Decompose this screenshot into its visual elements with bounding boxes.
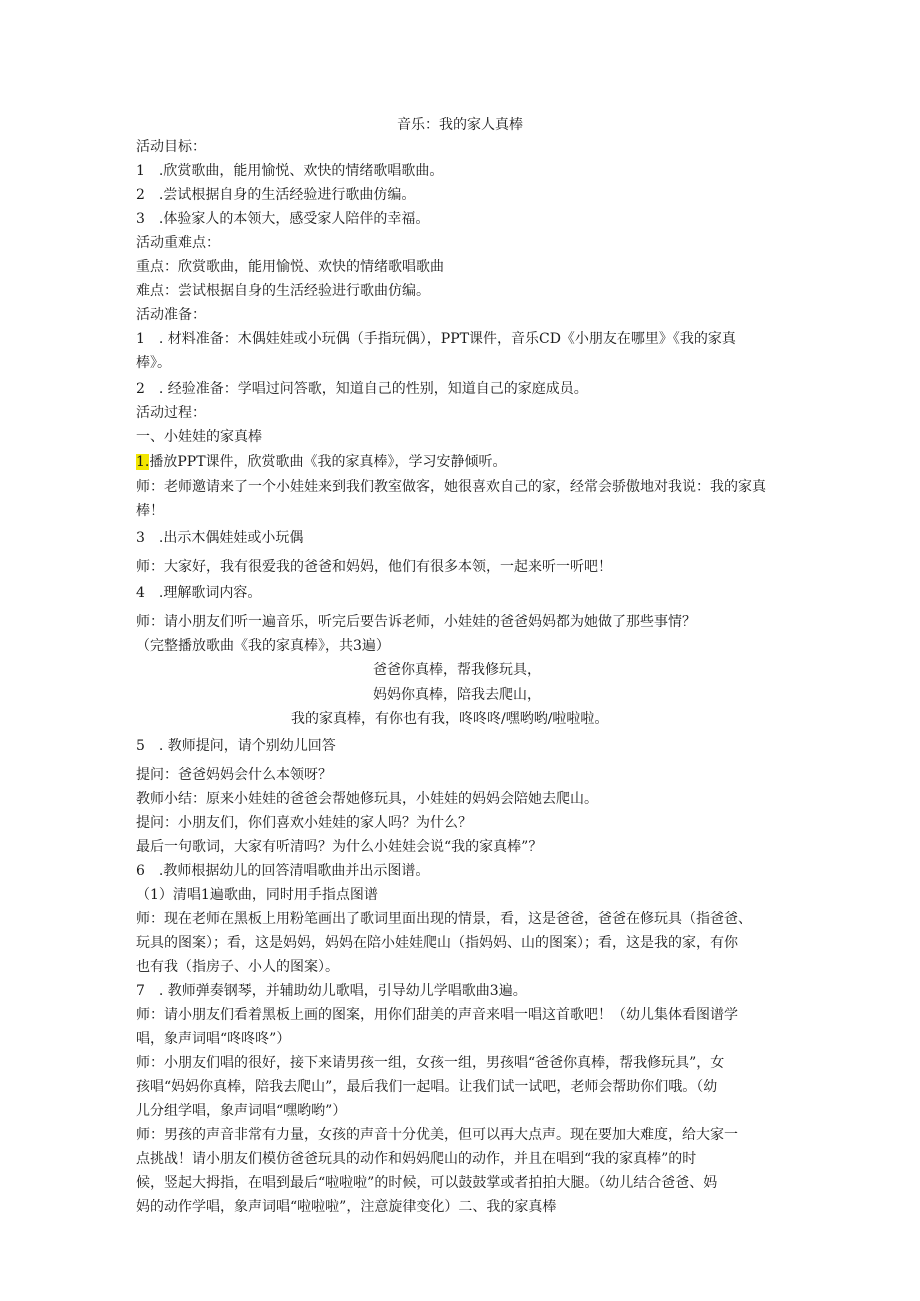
text-line: 师：男孩的声音非常有力量，女孩的声音十分优美，但可以再大点声。现在要加大难度，给大家一: [136, 1127, 738, 1143]
text-line: 也有我（指房子、小人的图案）。: [136, 959, 339, 975]
text-line: 1.播放PPT课件，欣赏歌曲《我的家真棒》，学习安静倾听。: [136, 454, 507, 470]
lyric-line: 妈妈你真棒，陪我去爬山，: [373, 687, 541, 703]
text-line: 3 .出示木偶娃娃或小玩偶: [136, 530, 304, 546]
text-line: 提问：爸爸妈妈会什么本领呀？: [136, 767, 332, 783]
highlighted-number: 1.: [136, 454, 150, 470]
text-line: 棒！: [136, 503, 164, 519]
text-line: （完整播放歌曲《我的家真棒》，共3遍）: [136, 638, 390, 654]
text-line: 唱，象声词唱“咚咚咚”）: [136, 1031, 291, 1047]
text-line: 5 . 教师提问，请个别幼儿回答: [136, 738, 336, 754]
text-line: （1）清唱1遍歌曲，同时用手指点图谱: [136, 887, 378, 903]
section-heading-goals: 活动目标：: [136, 139, 206, 155]
text-line: 6 .教师根据幼儿的回答清唱歌曲并出示图谱。: [136, 863, 430, 879]
text-line: 师：请小朋友们看着黑板上画的图案，用你们甜美的声音来唱一唱这首歌吧！（幼儿集体看图谱学: [136, 1007, 738, 1023]
text-line: 3 .体验家人的本领大，感受家人陪伴的幸福。: [136, 211, 430, 227]
text-line: 难点：尝试根据自身的生活经验进行歌曲仿编。: [136, 283, 430, 299]
text-line: 1 .欣赏歌曲，能用愉悦、欢快的情绪歌唱歌曲。: [136, 163, 444, 179]
text-line: 最后一句歌词，大家有听清吗？为什么小娃娃会说“我的家真棒”？: [136, 839, 543, 855]
text-line: 1 . 材料准备：木偶娃娃或小玩偶（手指玩偶），PPT课件，音乐CD《小朋友在哪里》《我的家真: [136, 331, 736, 347]
document-title: 音乐：我的家人真棒: [397, 117, 523, 133]
text-line: 2 .尝试根据自身的生活经验进行歌曲仿编。: [136, 187, 416, 203]
text-line: 师：现在老师在黑板上用粉笔画出了歌词里面出现的情景，看，这是爸爸，爸爸在修玩具（指爸爸、: [136, 911, 752, 927]
text-line: 孩唱“妈妈你真棒，陪我去爬山”，最后我们一起唱。让我们试一试吧，老师会帮助你们哦。（幼: [136, 1079, 718, 1095]
text-line: 玩具的图案）；看，这是妈妈，妈妈在陪小娃娃爬山（指妈妈、山的图案）；看，这是我的家，有你: [136, 935, 738, 951]
text-line: 候，竖起大拇指，在唱到最后“啦啦啦”的时候，可以鼓鼓掌或者拍拍大腿。（幼儿结合爸爸、妈: [136, 1175, 718, 1191]
text-line: 师：老师邀请来了一个小娃娃来到我们教室做客，她很喜欢自己的家，经常会骄傲地对我说：我的家真: [136, 479, 766, 495]
subsection-heading: 一、小娃娃的家真棒: [136, 429, 262, 445]
text-line: 7 . 教师弹奏钢琴，并辅助幼儿歌唱，引导幼儿学唱歌曲3遍。: [136, 983, 527, 999]
text-line: 提问：小朋友们，你们喜欢小娃娃的家人吗？为什么？: [136, 815, 472, 831]
text-line: 妈的动作学唱，象声词唱“啦啦啦”，注意旋律变化）二、我的家真棒: [136, 1199, 557, 1215]
section-heading-key-points: 活动重难点：: [136, 235, 220, 251]
text-line: 重点：欣赏歌曲，能用愉悦、欢快的情绪歌唱歌曲: [136, 259, 444, 275]
lyric-line: 我的家真棒，有你也有我，咚咚咚/嘿哟哟/啦啦啦。: [291, 711, 609, 727]
text-line: 棒》。: [136, 355, 171, 371]
section-heading-process: 活动过程：: [136, 405, 206, 421]
section-heading-preparation: 活动准备：: [136, 307, 206, 323]
text-line: 儿分组学唱，象声词唱“嘿哟哟”）: [136, 1103, 347, 1119]
text-line: 教师小结：原来小娃娃的爸爸会帮她修玩具，小娃娃的妈妈会陪她去爬山。: [136, 791, 598, 807]
text-line: 4 .理解歌词内容。: [136, 585, 262, 601]
text-line: 师：大家好，我有很爱我的爸爸和妈妈，他们有很多本领，一起来听一听吧！: [136, 559, 612, 575]
text-line: 点挑战！请小朋友们模仿爸爸玩具的动作和妈妈爬山的动作，并且在唱到“我的家真棒”的时: [136, 1151, 697, 1167]
text-line: 师：小朋友们唱的很好，接下来请男孩一组，女孩一组，男孩唱“爸爸你真棒，帮我修玩具”，女: [136, 1055, 725, 1071]
lyric-line: 爸爸你真棒，帮我修玩具，: [373, 662, 541, 678]
text-line: 师：请小朋友们听一遍音乐，听完后要告诉老师，小娃娃的爸爸妈妈都为她做了那些事情？: [136, 614, 696, 630]
text-line: 2 . 经验准备：学唱过问答歌，知道自己的性别，知道自己的家庭成员。: [136, 381, 588, 397]
